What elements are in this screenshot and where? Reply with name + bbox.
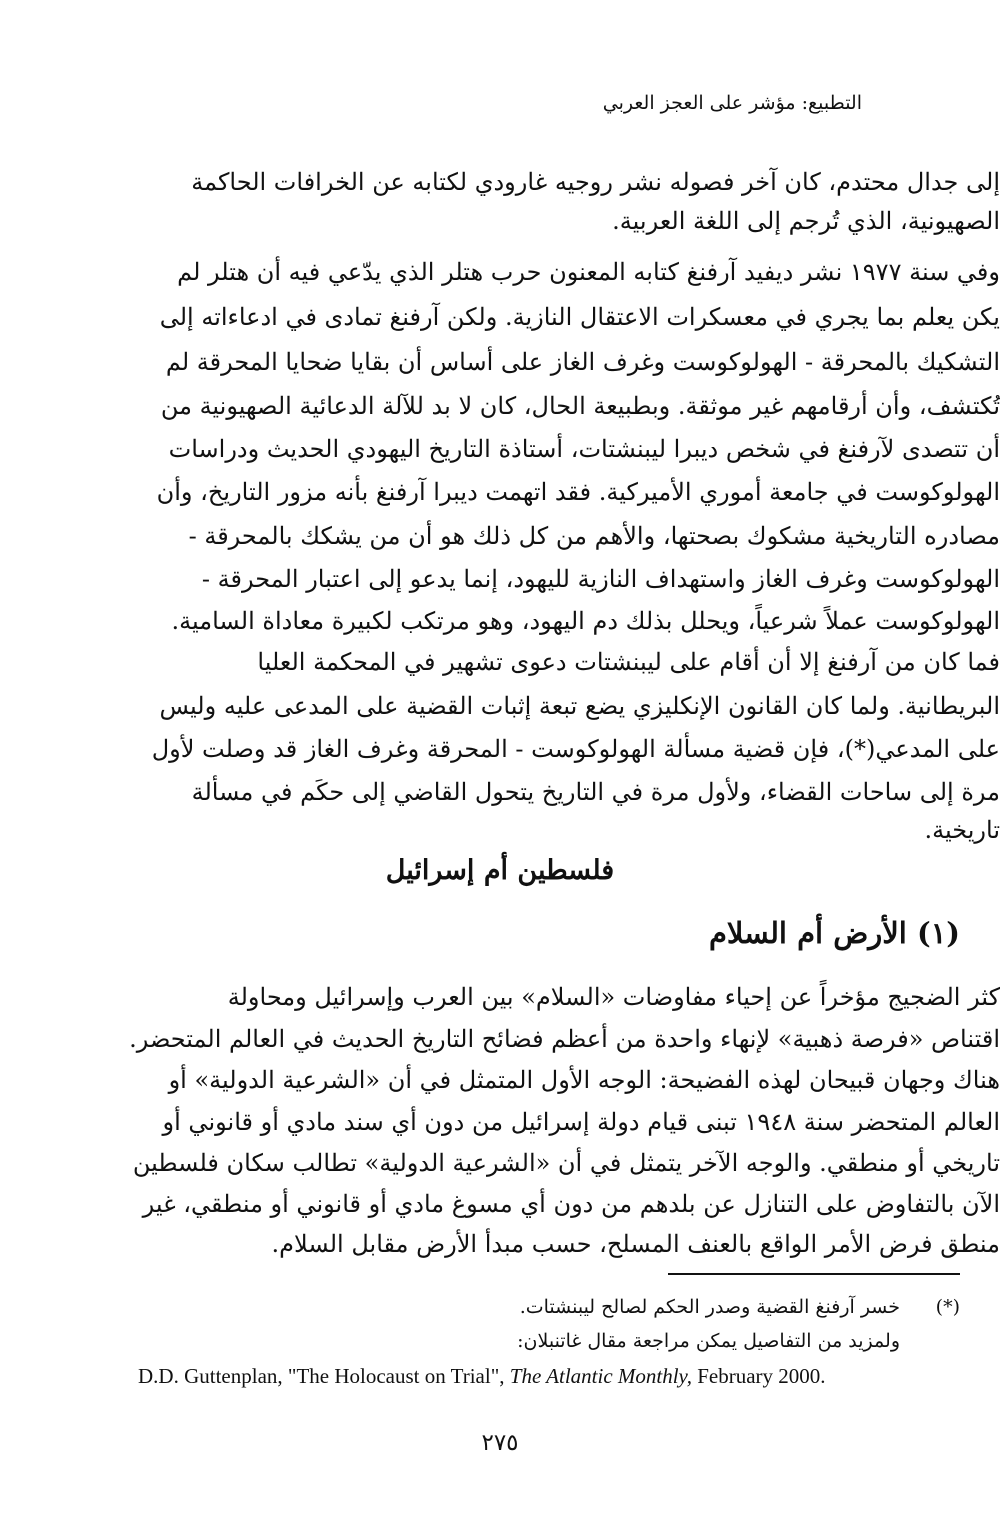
text-line: [0, 1222, 1000, 1266]
paragraph-4-line-6: الآن بالتفاوض على التنازل عن بلدهم من دون أي مسوغ مادي أو قانوني أو منطقي، غير: [142, 1190, 1000, 1218]
paragraph-1-line-1: إلى جدال محتدم، كان آخر فصوله نشر روجيه غارودي لكتابه عن الخرافات الحاكمة: [191, 168, 1000, 196]
page-number: ٢٧٥: [481, 1430, 519, 1456]
paragraph-1-line-2: الصهيونية، الذي تُرجم إلى اللغة العربية.: [612, 207, 1000, 235]
paragraph-4-line-7: منطق فرض الأمر الواقع بالعنف المسلح، حسب مبدأ الأرض مقابل السلام.: [271, 1230, 1000, 1258]
paragraph-3-line-2: البريطانية. ولما كان القانون الإنكليزي يضع تبعة إثبات القضية على المدعى عليه وليس: [159, 692, 1000, 720]
text-line: [0, 470, 1000, 514]
text-line: [0, 514, 1000, 558]
text-line: [0, 1058, 1000, 1102]
text-line: [0, 250, 1000, 294]
text-line: [0, 1182, 1000, 1226]
paragraph-4-line-1: كثر الضجيج مؤخراً عن إحياء مفاوضات «السلام» بين العرب وإسرائيل ومحاولة: [227, 983, 1000, 1011]
text-line: [0, 1017, 1000, 1061]
text-line: [0, 1100, 1000, 1144]
text-line: [0, 384, 1000, 428]
footnote-line-1: خسر آرفنغ القضية وصدر الحكم لصالح ليبنشتات.: [519, 1296, 900, 1318]
paragraph-2-line-3: التشكيك بالمحرقة - الهولوكوست وغرف الغاز على أساس أن بقايا ضحايا المحرقة لم: [165, 348, 1000, 376]
paragraph-2-line-6: الهولوكوست في جامعة أموري الأميركية. فقد اتهمت ديبرا آرفنغ بأنه مزور التاريخ، وأن: [156, 478, 1000, 506]
footnote-citation: [138, 1364, 826, 1389]
running-header: التطبيع: مؤشر على العجز العربي: [602, 92, 862, 114]
paragraph-4-line-5: تاريخي أو منطقي. والوجه الآخر يتمثل في أن «الشرعية الدولية» تطالب سكان فلسطين: [132, 1149, 1000, 1177]
text-line: [0, 975, 1000, 1019]
paragraph-2-line-5: أن تتصدى لآرفنغ في شخص ديبرا ليبنشتات، أستاذة التاريخ اليهودي الحديث ودراسات: [168, 435, 1000, 463]
footnote-marker: (*): [935, 1296, 960, 1318]
citation-date: February 2000.: [691, 1364, 826, 1388]
footnote-line-2: ولمزيد من التفاصيل يمكن مراجعة مقال غاتنبلان:: [517, 1330, 900, 1352]
text-line: [0, 557, 1000, 601]
citation-author-title: D.D. Guttenplan, "The Holocaust on Trial",: [138, 1364, 510, 1388]
text-line: [0, 340, 1000, 384]
section-title: فلسطين أم إسرائيل: [385, 855, 615, 886]
citation-journal: The Atlantic Monthly,: [509, 1364, 692, 1388]
paragraph-2-line-9: الهولوكوست عملاً شرعياً، ويحلل بذلك دم اليهود، وهو مرتكب لكبيرة معاداة السامية.: [171, 607, 1000, 635]
footnote-divider: [668, 1273, 960, 1275]
text-line: [0, 160, 1000, 204]
text-line: [0, 199, 1000, 243]
text-line: [0, 599, 1000, 643]
paragraph-3-line-1: فما كان من آرفنغ إلا أن أقام على ليبنشتات دعوى تشهير في المحكمة العليا: [257, 648, 1000, 676]
paragraph-3-line-5: تاريخية.: [924, 816, 1000, 844]
paragraph-4-line-2: اقتناص «فرصة ذهبية» لإنهاء واحدة من أعظم فضائح التاريخ الحديث في العالم المتحضر.: [129, 1025, 1000, 1053]
paragraph-2-line-7: مصادره التاريخية مشكوك بصحتها، والأهم من كل ذلك هو أن من يشكك بالمحرقة -: [188, 522, 1000, 550]
paragraph-2-line-1: وفي سنة ١٩٧٧ نشر ديفيد آرفنغ كتابه المعنون حرب هتلر الذي يدّعي فيه أن هتلر لم: [177, 258, 1000, 286]
paragraph-3-line-3: على المدعي(*)، فإن قضية مسألة الهولوكوست - المحرقة وغرف الغاز قد وصلت لأول: [151, 735, 1000, 763]
paragraph-4-line-4: العالم المتحضر سنة ١٩٤٨ تبنى قيام دولة إسرائيل من دون أي سند مادي أو قانوني أو: [162, 1108, 1000, 1136]
paragraph-4-line-3: هناك وجهان قبيحان لهذه الفضيحة: الوجه الأول المتمثل في أن «الشرعية الدولية» أو: [168, 1066, 1000, 1094]
text-line: [0, 1141, 1000, 1185]
paragraph-2-line-4: تُكتشف، وأن أرقامهم غير موثقة. وبطبيعة الحال، كان لا بد للآلة الدعائية الصهيونية من: [160, 392, 1000, 420]
text-line: [0, 640, 1000, 684]
subsection-title: (١) الأرض أم السلام: [708, 916, 960, 950]
paragraph-3-line-4: مرة إلى ساحات القضاء، ولأول مرة في التاريخ يتحول القاضي إلى حكَم في مسألة: [191, 778, 1000, 806]
paragraph-2-line-8: الهولوكوست وغرف الغاز واستهداف النازية لليهود، إنما يدعو إلى اعتبار المحرقة -: [201, 565, 1000, 593]
text-line: [0, 727, 1000, 771]
text-line: [0, 684, 1000, 728]
text-line: [0, 427, 1000, 471]
text-line: [0, 295, 1000, 339]
paragraph-2-line-2: يكن يعلم بما يجري في معسكرات الاعتقال النازية. ولكن آرفنغ تمادى في ادعاءاته إلى: [159, 303, 1000, 331]
text-line: [0, 808, 1000, 852]
